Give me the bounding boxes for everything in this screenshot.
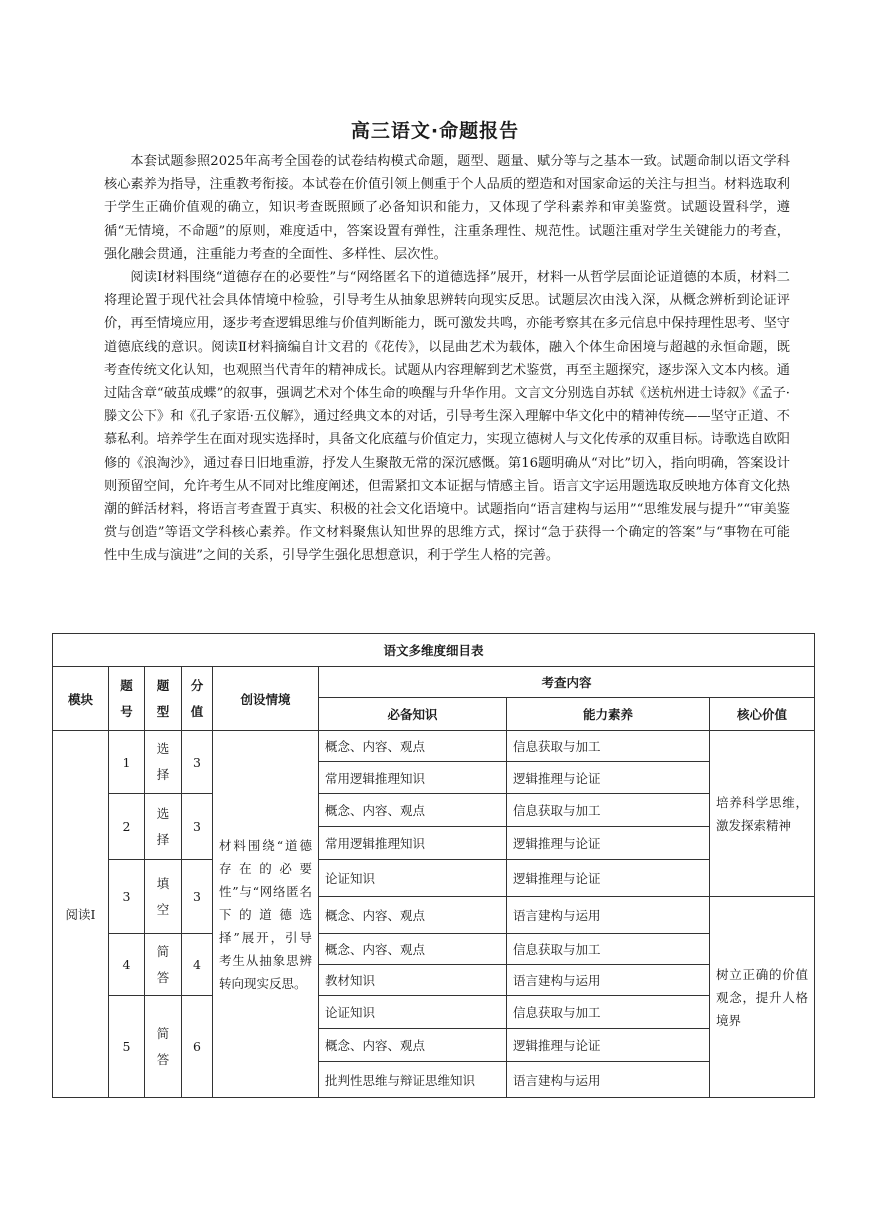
value-cell: 树立正确的价值观念，提升人格境界 (710, 897, 815, 1098)
table-row (53, 731, 815, 762)
knowledge-cell: 论证知识 (319, 860, 507, 897)
module-cell: 阅读Ⅰ (53, 731, 109, 1098)
knowledge-cell: 概念、内容、观点 (319, 1029, 507, 1062)
score-cell: 3 (182, 860, 213, 934)
page-title: 高三语文·命题报告 (350, 120, 520, 142)
header-content: 考查内容 (319, 667, 815, 698)
detail-table (52, 633, 815, 1098)
value-cell: 培养科学思维，激发探索精神 (710, 731, 815, 897)
knowledge-cell: 教材知识 (319, 965, 507, 996)
ability-cell: 信息获取与加工 (507, 731, 710, 762)
table-row (53, 934, 815, 965)
ability-cell: 信息获取与加工 (507, 934, 710, 965)
ability-cell: 逻辑推理与论证 (507, 1029, 710, 1062)
qnum-cell: 5 (109, 996, 145, 1098)
header-score: 分 值 (182, 667, 213, 731)
knowledge-cell: 概念、内容、观点 (319, 794, 507, 827)
qnum-cell: 1 (109, 731, 145, 794)
paragraph: 本套试题参照2025年高考全国卷的试卷结构模式命题，题型、题量、赋分等与之基本一致。试题命制以语文学科核心素养为指导，注重教考衔接。本试卷在价值引领上侧重于个人品质的塑造和对国家命运的关注与担当。材料选取利于学生正确价值观的确立，知识考查既照顾了必备知识和能力，又体现了学科素养和审美鉴赏。试题设置科学，遵循“无情境，不命题”的原则，难度适中，答案设置有弹性，注重条理性、规范性。试题注重对学生关键能力的考查，强化融会贯通，注重能力考查的全面性、多样性、层次性。 (104, 154, 790, 262)
qnum-cell: 4 (109, 934, 145, 996)
header-scenario: 创设情境 (213, 667, 319, 731)
ability-cell: 语言建构与运用 (507, 1062, 710, 1098)
score-cell: 3 (182, 794, 213, 860)
score-cell: 4 (182, 934, 213, 996)
qnum-cell: 3 (109, 860, 145, 934)
ability-cell: 逻辑推理与论证 (507, 827, 710, 860)
header-qtype: 题 型 (145, 667, 182, 731)
qnum-cell: 2 (109, 794, 145, 860)
table-caption: 语文多维度细目表 (53, 634, 815, 667)
knowledge-cell: 论证知识 (319, 996, 507, 1029)
ability-cell: 信息获取与加工 (507, 794, 710, 827)
ability-cell: 信息获取与加工 (507, 996, 710, 1029)
ability-cell: 语言建构与运用 (507, 965, 710, 996)
table-row (53, 794, 815, 827)
report-body (104, 150, 790, 568)
header-qnum: 题 号 (109, 667, 145, 731)
paragraph: 阅读Ⅰ材料围绕“道德存在的必要性”与“网络匿名下的道德选择”展开，材料一从哲学层面论证道德的本质，材料二将理论置于现代社会具体情境中检验，引导考生从抽象思辨转向现实反思。试题层次由浅入深，从概念辨析到论证评价，再至情境应用，逐步考查逻辑思维与价值判断能力，既可激发共鸣，亦能考察其在多元信息中保持理性思考、坚守道德底线的意识。阅读Ⅱ材料摘编自计文君的《花传》，以昆曲艺术为载体，融入个体生命困境与超越的永恒命题，既考查传统文化认知，也观照当代青年的精神成长。试题从内容理解到艺术鉴赏，再至主题探究，逐步深入文本内核。通过陆含章“破茧成蝶”的叙事，强调艺术对个体生命的唤醒与升华作用。文言文分别选自苏轼《送杭州进士诗叙》《孟子·滕文公下》和《孔子家语·五仪解》，通过经典文本的对话，引导考生深入理解中华文化中的精神传统——坚守正道、不慕私利。培养学生在面对现实选择时，具备文化底蕴与价值定力，实现立德树人与文化传承的双重目标。诗歌选自欧阳修的《浪淘沙》，通过春日旧地重游，抒发人生聚散无常的深沉感慨。第16题明确从“对比”切入，指向明确，答案设计则预留空间，允许考生从不同对比维度阐述，但需紧扣文本证据与情感主旨。语言文字运用题选取反映地方体育文化热潮的鲜活材料，将语言考查置于真实、积极的社会文化语境中。试题指向“语言建构与运用”“思维发展与提升”“审美鉴赏与创造”等语文学科核心素养。作文材料聚焦认知世界的思维方式，探讨“急于获得一个确定的答案”与“事物在可能性中生成与演进”之间的关系，引导学生强化思想意识，利于学生人格的完善。 (104, 270, 790, 564)
header-ability: 能力素养 (507, 698, 710, 731)
scenario-cell: 材料围绕“道德存在的必要性”与“网络匿名下的道德选择”展开，引导考生从抽象思辨转向现实反思。 (213, 731, 319, 1098)
qtype-cell: 简 答 (145, 934, 182, 996)
knowledge-cell: 概念、内容、观点 (319, 731, 507, 762)
knowledge-cell: 批判性思维与辩证思维知识 (319, 1062, 507, 1098)
qtype-cell: 选 择 (145, 794, 182, 860)
header-module: 模块 (53, 667, 109, 731)
qtype-cell: 简 答 (145, 996, 182, 1098)
ability-cell: 逻辑推理与论证 (507, 860, 710, 897)
knowledge-cell: 常用逻辑推理知识 (319, 762, 507, 794)
table-row (53, 996, 815, 1029)
score-cell: 6 (182, 996, 213, 1098)
knowledge-cell: 概念、内容、观点 (319, 897, 507, 934)
ability-cell: 逻辑推理与论证 (507, 762, 710, 794)
knowledge-cell: 常用逻辑推理知识 (319, 827, 507, 860)
knowledge-cell: 概念、内容、观点 (319, 934, 507, 965)
header-knowledge: 必备知识 (319, 698, 507, 731)
header-value: 核心价值 (710, 698, 815, 731)
ability-cell: 语言建构与运用 (507, 897, 710, 934)
table-row (53, 860, 815, 897)
score-cell: 3 (182, 731, 213, 794)
qtype-cell: 填 空 (145, 860, 182, 934)
qtype-cell: 选 择 (145, 731, 182, 794)
